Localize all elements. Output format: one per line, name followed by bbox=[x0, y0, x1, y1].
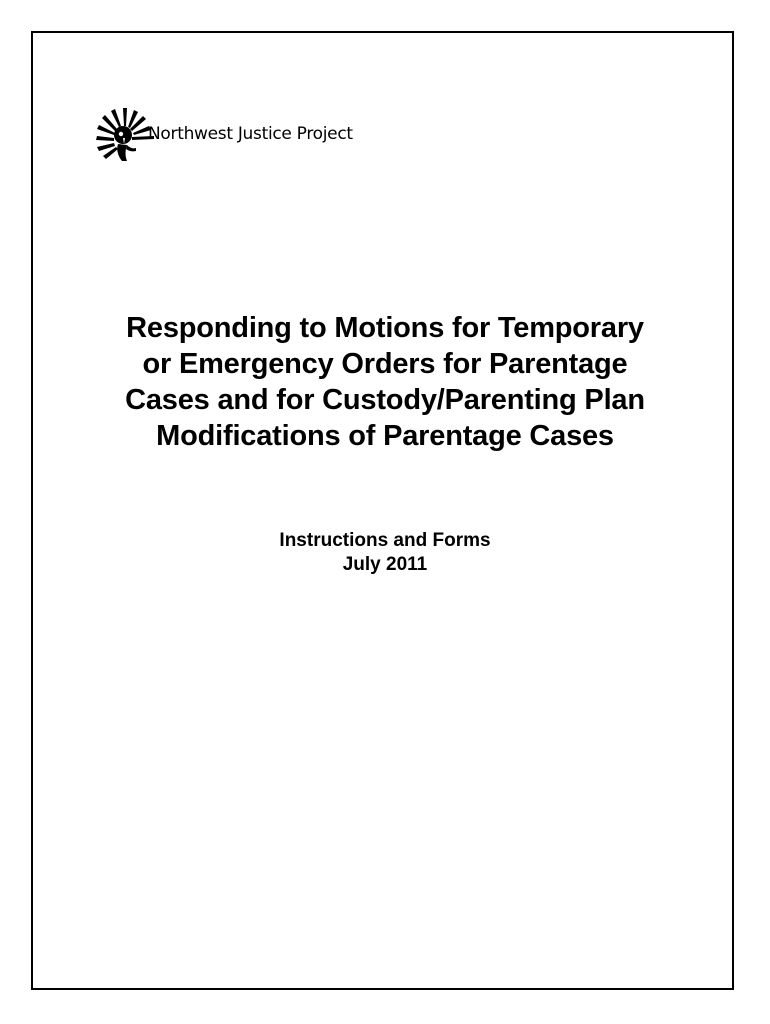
publication-date: July 2011 bbox=[342, 554, 428, 575]
organization-logo bbox=[94, 104, 353, 164]
title-line: Cases and for Custody/Parenting Plan bbox=[125, 384, 645, 416]
page-border bbox=[31, 31, 734, 990]
subtitle-label: Instructions and Forms bbox=[279, 530, 491, 551]
title-line: Responding to Motions for Temporary bbox=[126, 312, 644, 344]
document-title bbox=[40, 310, 730, 454]
title-line: Modifications of Parentage Cases bbox=[156, 420, 614, 452]
organization-name: Northwest Justice Project bbox=[148, 124, 353, 144]
title-line: or Emergency Orders for Parentage bbox=[142, 348, 628, 380]
sunburst-hand-icon bbox=[94, 104, 156, 164]
document-subtitle bbox=[40, 529, 730, 577]
